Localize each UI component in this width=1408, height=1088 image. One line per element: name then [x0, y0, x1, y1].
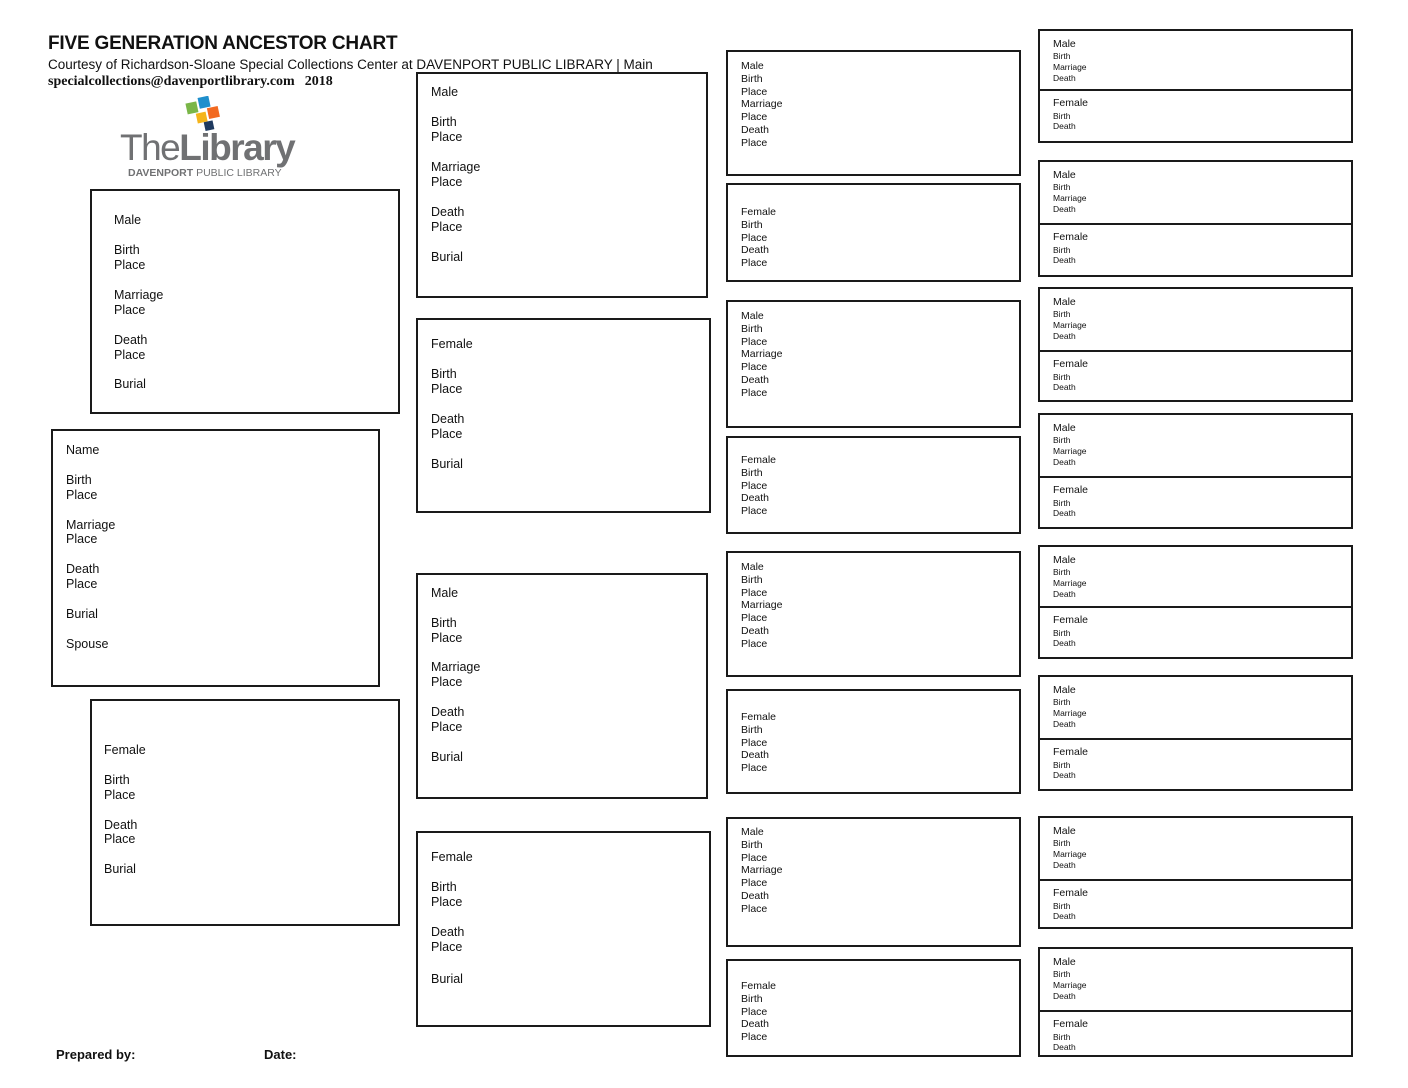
- field-label: Birth: [741, 573, 763, 586]
- field-label: Female: [741, 980, 777, 992]
- field-label: Death: [741, 244, 770, 257]
- field-label: Female: [431, 337, 473, 351]
- couple-box: [1038, 160, 1353, 277]
- couple-divider: [1040, 223, 1351, 225]
- person-box-grandparent: [416, 318, 711, 513]
- field-label: Marriage: [741, 599, 783, 612]
- chart-year: 2018: [304, 74, 333, 89]
- field-label: Birth: [1053, 1032, 1071, 1042]
- person-box-great-grandparent: [726, 436, 1021, 534]
- field-label: Death: [1053, 121, 1076, 131]
- field-label: Place: [104, 788, 136, 802]
- field-label: Place: [741, 902, 768, 915]
- field-label: Burial: [104, 862, 136, 876]
- person-box-great-grandparent: [726, 689, 1021, 794]
- field-label: Birth: [114, 243, 140, 257]
- field-label: Birth: [1053, 111, 1071, 121]
- field-label: Male: [741, 60, 764, 72]
- field-label: Birth: [741, 992, 763, 1005]
- person-box-root: [51, 429, 380, 687]
- date-label: Date:: [264, 1047, 297, 1062]
- field-label: Burial: [431, 750, 463, 764]
- field-label: Birth: [1053, 697, 1071, 707]
- field-label: Birth: [104, 773, 130, 787]
- field-label: Male: [431, 586, 459, 600]
- field-label: Death: [1053, 255, 1076, 265]
- field-label: Marriage: [1053, 708, 1087, 718]
- field-label: Place: [431, 940, 463, 954]
- field-label: Marriage: [1053, 193, 1087, 203]
- courtesy-line: Courtesy of Richardson-Sloane Special Collections Center at DAVENPORT PUBLIC LIBRARY | Main: [48, 57, 653, 72]
- field-label: Place: [431, 895, 463, 909]
- field-label: Place: [741, 851, 768, 864]
- field-label: Death: [741, 890, 770, 902]
- field-label: Birth: [741, 723, 763, 736]
- field-label: Marriage: [431, 160, 481, 174]
- field-label: Place: [741, 1005, 768, 1018]
- field-label: Male: [1053, 296, 1076, 308]
- field-label: Place: [741, 1031, 768, 1044]
- field-label: Death: [1053, 719, 1076, 729]
- field-label: Birth: [1053, 628, 1071, 638]
- field-label: Birth: [1053, 51, 1071, 61]
- field-label: Place: [66, 488, 98, 502]
- field-label: Death: [1053, 508, 1076, 518]
- field-label: Place: [741, 335, 768, 348]
- field-label: Male: [1053, 825, 1076, 837]
- field-label: Female: [1053, 614, 1089, 626]
- field-label: Death: [741, 1018, 770, 1031]
- field-label: Spouse: [66, 637, 109, 651]
- field-label: Female: [741, 206, 777, 218]
- field-label: Death: [1053, 331, 1076, 341]
- field-label: Birth: [1053, 309, 1071, 319]
- field-label: Place: [431, 427, 463, 441]
- field-label: Male: [1053, 38, 1076, 50]
- field-label: Female: [1053, 746, 1089, 758]
- couple-divider: [1040, 879, 1351, 881]
- field-label: Death: [741, 124, 770, 136]
- field-label: Place: [741, 736, 768, 749]
- couple-divider: [1040, 738, 1351, 740]
- field-label: Death: [1053, 204, 1076, 214]
- person-box-great-grandparent: [726, 959, 1021, 1057]
- field-label: Place: [741, 877, 768, 890]
- field-label: Burial: [431, 457, 463, 471]
- field-label: Place: [431, 130, 463, 144]
- couple-box: [1038, 816, 1353, 929]
- field-label: Death: [104, 818, 138, 832]
- field-label: Birth: [741, 838, 763, 851]
- field-label: Marriage: [1053, 980, 1087, 990]
- field-label: Place: [741, 612, 768, 625]
- field-label: Marriage: [1053, 62, 1087, 72]
- field-label: Birth: [1053, 245, 1071, 255]
- field-label: Burial: [431, 250, 463, 264]
- field-label: Marriage: [741, 98, 783, 111]
- chart-title: FIVE GENERATION ANCESTOR CHART: [48, 33, 398, 54]
- field-label: Death: [431, 412, 465, 426]
- field-label: Male: [741, 826, 764, 838]
- field-label: Death: [1053, 860, 1076, 870]
- field-label: Place: [66, 532, 98, 546]
- field-label: Marriage: [741, 864, 783, 877]
- prepared-by-label: Prepared by:: [56, 1047, 136, 1062]
- field-label: Death: [431, 205, 465, 219]
- field-label: Place: [741, 505, 768, 518]
- field-label: Female: [1053, 358, 1089, 370]
- field-label: Death: [741, 374, 770, 386]
- field-label: Male: [1053, 169, 1076, 181]
- field-label: Death: [1053, 589, 1076, 599]
- couple-box: [1038, 675, 1353, 791]
- field-label: Birth: [431, 880, 457, 894]
- person-box-grandparent: [416, 573, 708, 799]
- field-label: Marriage: [1053, 578, 1087, 588]
- svg-text:DAVENPORT PUBLIC LIBRARY: [128, 167, 282, 179]
- field-label: Female: [1053, 231, 1089, 243]
- field-label: Male: [741, 310, 764, 322]
- field-label: Birth: [1053, 901, 1071, 911]
- couple-box: [1038, 287, 1353, 402]
- field-label: Marriage: [431, 660, 481, 674]
- logo-square-yellow: [196, 112, 208, 124]
- logo-square-green: [185, 101, 198, 114]
- couple-box: [1038, 947, 1353, 1057]
- field-label: Death: [1053, 911, 1076, 921]
- couple-divider: [1040, 350, 1351, 352]
- field-label: Place: [114, 348, 146, 362]
- field-label: Birth: [741, 466, 763, 479]
- field-label: Female: [104, 743, 146, 757]
- field-label: Birth: [1053, 498, 1071, 508]
- field-label: Marriage: [1053, 849, 1087, 859]
- couple-divider: [1040, 1010, 1351, 1012]
- field-label: Female: [431, 850, 473, 864]
- person-box-mother: [90, 699, 400, 926]
- field-label: Marriage: [114, 288, 164, 302]
- field-label: Place: [741, 361, 768, 374]
- field-label: Place: [431, 631, 463, 645]
- field-label: Male: [1053, 422, 1076, 434]
- field-label: Female: [1053, 97, 1089, 109]
- field-label: Death: [114, 333, 148, 347]
- contact-line: [48, 74, 333, 90]
- field-label: Female: [1053, 1018, 1089, 1030]
- field-label: Birth: [431, 367, 457, 381]
- couple-divider: [1040, 89, 1351, 91]
- field-label: Birth: [1053, 760, 1071, 770]
- field-label: Death: [741, 749, 770, 762]
- logo-square-orange: [207, 106, 220, 119]
- field-label: Place: [104, 832, 136, 846]
- logo-wordmark-library: Library: [179, 127, 295, 168]
- logo-square-blue: [198, 96, 211, 109]
- field-label: Place: [114, 258, 146, 272]
- couple-box: [1038, 413, 1353, 529]
- person-box-father: [90, 189, 400, 414]
- field-label: Place: [741, 136, 768, 149]
- person-box-grandparent: [416, 831, 711, 1027]
- field-label: Place: [431, 382, 463, 396]
- field-label: Male: [1053, 554, 1076, 566]
- field-label: Death: [741, 625, 770, 637]
- field-label: Burial: [114, 377, 146, 391]
- svg-text:TheLibrary: [120, 127, 296, 168]
- field-label: Birth: [741, 322, 763, 335]
- logo-subtitle-bold: DAVENPORT: [128, 167, 194, 179]
- field-label: Place: [741, 231, 768, 244]
- field-label: Place: [431, 720, 463, 734]
- field-label: Female: [1053, 887, 1089, 899]
- field-label: Birth: [1053, 969, 1071, 979]
- field-label: Birth: [1053, 567, 1071, 577]
- field-label: Birth: [1053, 182, 1071, 192]
- field-label: Male: [114, 213, 142, 227]
- logo-wordmark-the: The: [120, 127, 180, 168]
- field-label: Burial: [66, 607, 98, 621]
- field-label: Birth: [1053, 838, 1071, 848]
- field-label: Death: [1053, 638, 1076, 648]
- field-label: Death: [1053, 770, 1076, 780]
- person-box-great-grandparent: [726, 183, 1021, 282]
- field-label: Female: [741, 711, 777, 723]
- field-label: Birth: [66, 473, 92, 487]
- person-box-grandparent: [416, 72, 708, 298]
- field-label: Place: [66, 577, 98, 591]
- person-box-great-grandparent: [726, 50, 1021, 176]
- contact-email: specialcollections@davenportlibrary.com: [48, 74, 295, 89]
- field-label: Death: [1053, 382, 1076, 392]
- field-label: Female: [1053, 484, 1089, 496]
- field-label: Birth: [741, 218, 763, 231]
- field-label: Place: [741, 85, 768, 98]
- field-label: Marriage: [741, 348, 783, 361]
- library-logo: [118, 96, 318, 180]
- field-label: Place: [741, 586, 768, 599]
- couple-box: [1038, 545, 1353, 659]
- field-label: Burial: [431, 972, 463, 986]
- field-label: Place: [741, 762, 768, 775]
- field-label: Death: [66, 562, 100, 576]
- field-label: Birth: [1053, 435, 1071, 445]
- field-label: Marriage: [66, 518, 116, 532]
- field-label: Place: [741, 257, 768, 270]
- field-label: Death: [431, 925, 465, 939]
- field-label: Birth: [1053, 372, 1071, 382]
- field-label: Birth: [431, 616, 457, 630]
- field-label: Place: [114, 303, 146, 317]
- field-label: Death: [1053, 457, 1076, 467]
- field-label: Name: [66, 443, 100, 457]
- field-label: Place: [431, 675, 463, 689]
- field-label: Place: [741, 479, 768, 492]
- field-label: Death: [431, 705, 465, 719]
- person-box-great-grandparent: [726, 551, 1021, 677]
- field-label: Death: [1053, 991, 1076, 1001]
- logo-subtitle-rest: PUBLIC LIBRARY: [193, 167, 282, 179]
- field-label: Male: [1053, 956, 1076, 968]
- field-label: Male: [431, 85, 459, 99]
- field-label: Death: [1053, 73, 1076, 83]
- couple-divider: [1040, 476, 1351, 478]
- field-label: Place: [431, 175, 463, 189]
- field-label: Place: [741, 111, 768, 124]
- field-label: Death: [1053, 1042, 1076, 1052]
- field-label: Place: [741, 637, 768, 650]
- field-label: Marriage: [1053, 320, 1087, 330]
- person-box-great-grandparent: [726, 300, 1021, 428]
- field-label: Female: [741, 454, 777, 466]
- field-label: Place: [741, 386, 768, 399]
- field-label: Place: [431, 220, 463, 234]
- field-label: Death: [741, 492, 770, 505]
- field-label: Birth: [431, 115, 457, 129]
- person-box-great-grandparent: [726, 817, 1021, 947]
- couple-box: [1038, 29, 1353, 143]
- field-label: Male: [1053, 684, 1076, 696]
- field-label: Marriage: [1053, 446, 1087, 456]
- couple-divider: [1040, 606, 1351, 608]
- field-label: Male: [741, 561, 764, 573]
- field-label: Birth: [741, 72, 763, 85]
